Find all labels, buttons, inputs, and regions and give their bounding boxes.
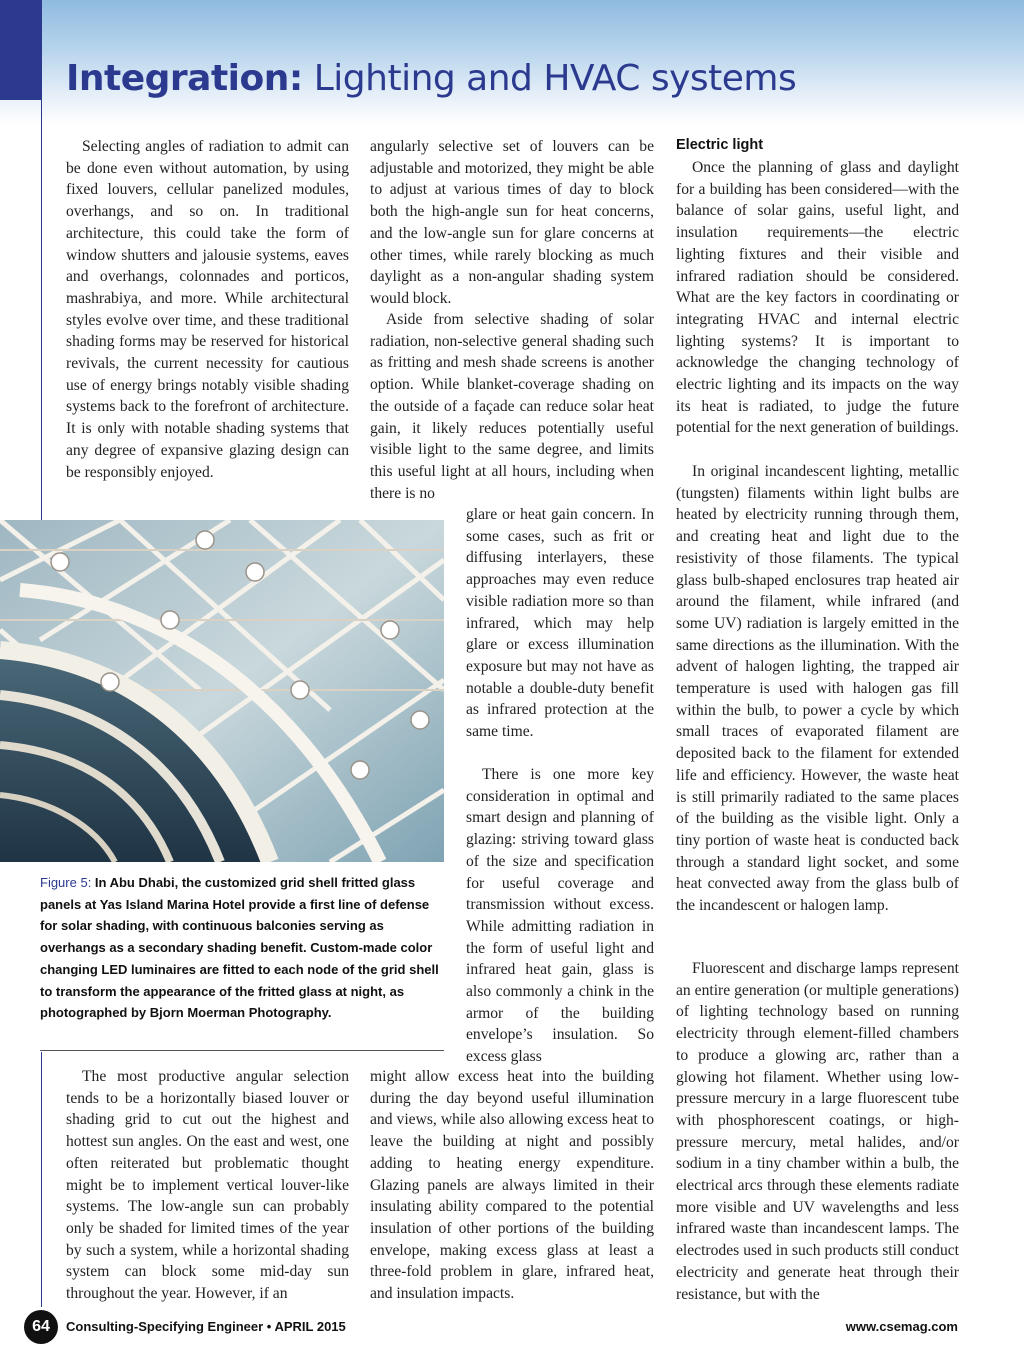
column3-paragraph-2: In original incandescent lighting, metallic (tungsten) filaments within light bulbs are heated by electricity running through them, and creating heat and light due to the resistivity of those filaments. The typical glass bulb-shaped enclosures trap heated air around the filament, while infrared (and some UV) radiation is largely emitted in the same directions as the illumination. With the advent of halogen lighting, the trapped air temperature is used with halogen gas fill within the bulb, to power a cycle by which small traces of evaporated filament are deposited back to the filament for extended life and efficiency. However, the waste heat is still primarily radiated to the same places of the building as the visible light. Only a tiny portion of waste heat is conducted back through a standard light socket, and some heat convected away from the glass bulb of the incandescent or halogen lamp. (676, 463, 959, 915)
figure-label: Figure 5: (40, 875, 92, 890)
column1-paragraph-2: The most productive angular selection tends to be a horizontally biased louver or shading grid to cut out the highest and hottest sun angles. On the east and west, one often reiterated but problematic thought might be to implement vertical louver-like systems. The low-angle sun can probably only be shaded for limited times of the year by such a system, while a horizontal shading system can block some mid-day sun throughout the year. However, if an (66, 1068, 349, 1303)
column2-paragraph-3-continued: might allow excess heat into the building during the day beyond useful illumination and views, while also allowing excess heat to leave the building at night and possibly adding to heating energy expenditure. Glazing panels are always limited in their insulating ability compared to the potential insulation of other portions of the building envelope, making excess glass at least a three-fold problem in glare, infrared heat, and insulation impacts. (370, 1068, 654, 1303)
page-number-badge: 64 (24, 1310, 58, 1344)
website-link[interactable]: www.csemag.com (845, 1319, 958, 1334)
left-accent-bar (0, 0, 42, 100)
title-rest: Lighting and HVAC systems (302, 58, 797, 99)
column2-paragraph-1: angularly selective set of louvers can be adjustable and motorized, they might be able to adjust at various times of day to block both the high-angle sun for heat concerns, and the low-angle sun for glare concerns at other times, while rarely blocking as much daylight as a non-angular shading system would block. (370, 138, 654, 307)
hotel-photo (0, 520, 444, 862)
vertical-rule-lower (41, 1052, 42, 1307)
publication-line: Consulting-Specifying Engineer • APRIL 2015 (66, 1319, 346, 1334)
column3-paragraph-3: Fluorescent and discharge lamps represent an entire generation (or multiple generations) of lighting technology based on running electricity through element-filled chambers to produce a glowing arc, rather than a glowing hot filament. Whether using low-pressure mercury in a large fluorescent tube with phosphorescent coatings, or high-pressure mercury, metal halides, and/or sodium in a tiny chamber within a bulb, the electrical arcs through these elements radiate more visible and UV wavelengths and less infrared waste than incandescent lamps. The electrodes used in such products still conduct electricity and generate heat through their resistance, but with the (676, 960, 959, 1303)
column2-paragraph-2: Aside from selective shading of solar radiation, non-selective general shading such as fritting and mesh shade screens is another option. While blanket-coverage shading on the outside of a façade can reduce solar heat gain, it likely reduces potentially useful visible light to the same degree, and limits this useful light at all hours, including when there is no (370, 311, 654, 502)
figure-caption (40, 872, 442, 1024)
page-title (66, 58, 796, 99)
vertical-rule (41, 100, 42, 520)
column1-paragraph-1: Selecting angles of radiation to admit can be done even without automation, by using fixed louvers, cellular panelized modules, overhangs, and so on. In traditional architecture, this could take the form of window shutters and jalousie systems, eaves and overhangs, colonnades and porticos, mashrabiya, and more. While architectural styles evolve over time, and these traditional shading forms may be reserved for historical revivals, the current necessity for cautious use of energy brings notably visible shading systems back to the forefront of architecture. It is only with notable shading systems that any degree of expansive glazing design can be responsibly enjoyed. (66, 138, 349, 481)
section-heading-electric-light: Electric light (676, 137, 764, 153)
figure-caption-text: In Abu Dhabi, the customized grid shell fritted glass panels at Yas Island Marina Hotel provide a first line of defense for solar shading, with continuous balconies serving as overhangs as a secondary shading benefit. Custom-made color changing LED luminaires are fitted to each node of the grid shell to transform the appearance of the fritted glass at night, as photographed by Bjorn Moerman Photography. (40, 875, 439, 1021)
column2-paragraph-3: There is one more key consideration in optimal and smart design and planning of glazing: striving toward glass of the size and specification for useful coverage and transmission without excess. While admitting radiation in the form of useful light and infrared heat gain, glass is also commonly a chink in the armor of the building envelope’s insulation. So excess glass (466, 766, 654, 1066)
column2-paragraph-2-continued: glare or heat gain concern. In some cases, such as frit or diffusing interlayers, these approaches may even reduce visible radiation more so than infrared, which may help glare or excess illumination exposure but may not have as notable a double-duty benefit as infrared protection at the same time. (466, 506, 654, 741)
column3-paragraph-1: Once the planning of glass and daylight for a building has been considered—with the balance of solar gains, useful light, and insulation requirements—the electric lighting fixtures and their visible and infrared radiation should be considered. What are the key factors in coordinating or integrating HVAC and internal electric lighting systems? It is important to acknowledge the changing technology of electric lighting and its impacts on the way its heat is radiated, to judge the future potential for the next generation of buildings. (676, 159, 959, 437)
caption-divider (40, 1050, 444, 1051)
title-bold: Integration: (66, 58, 303, 99)
